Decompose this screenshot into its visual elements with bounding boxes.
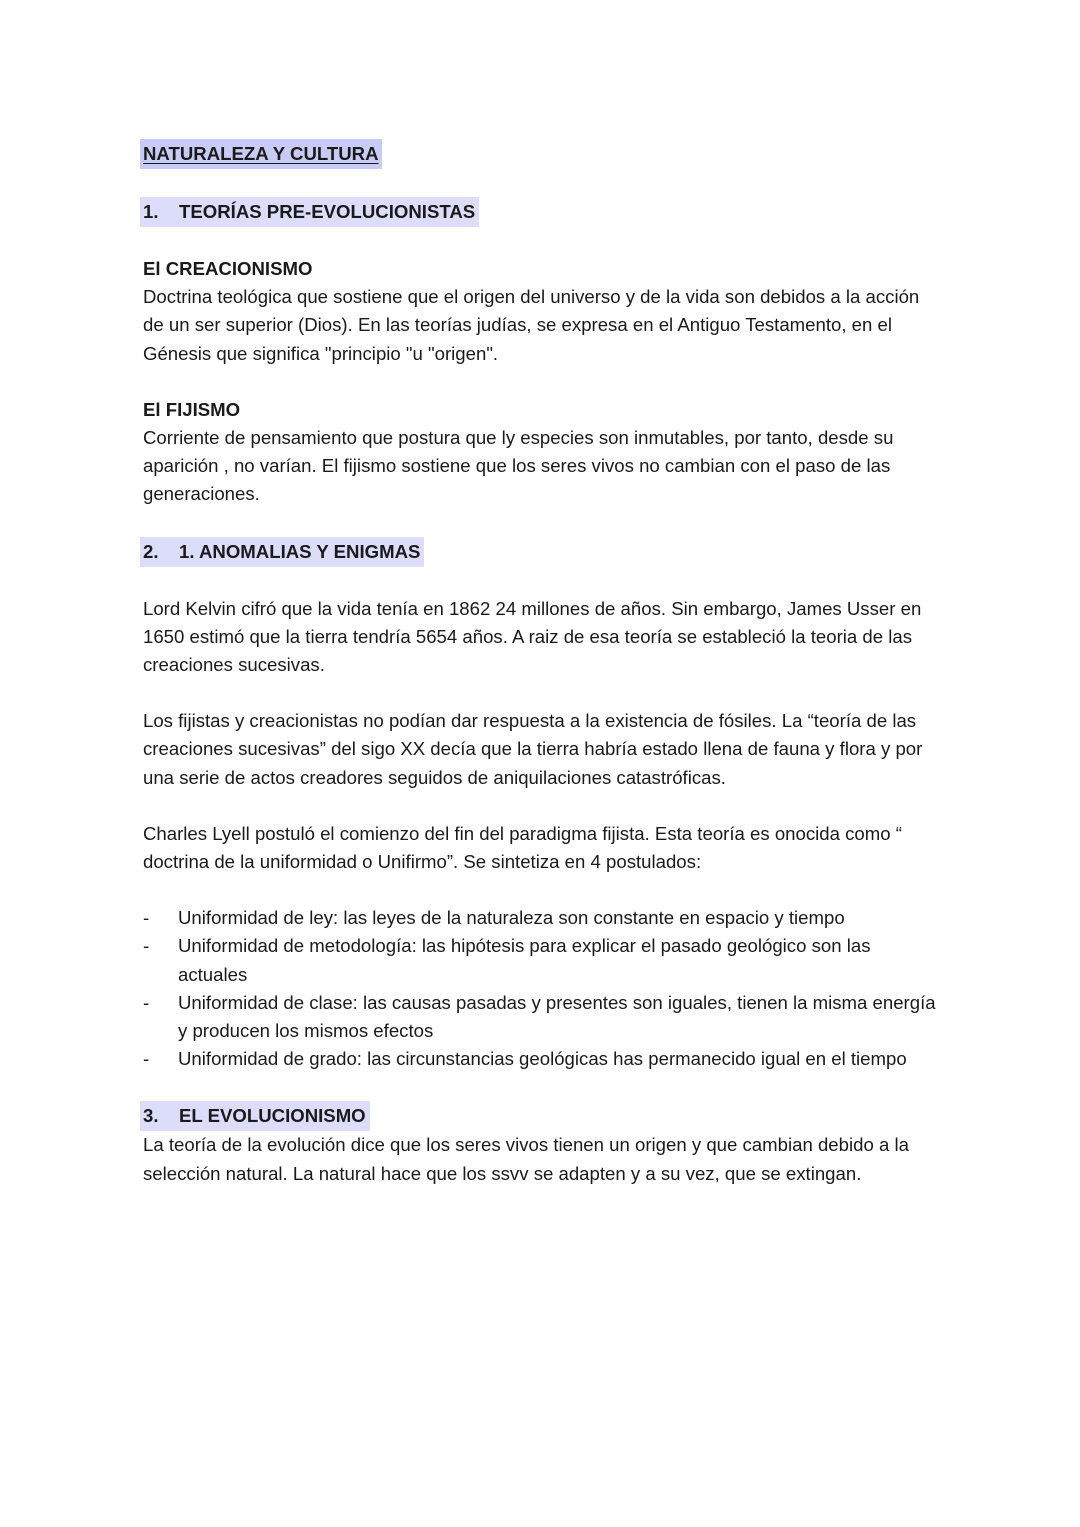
section-1-heading [140, 197, 479, 227]
creacionismo-subheading: El CREACIONISMO [143, 258, 313, 279]
evolucionismo-paragraph: La teoría de la evolución dice que los seres vivos tienen un origen y que cambian debido a la selección natural. La natural hace que los ssvv se adapten y a su vez, que se extingan. [143, 1134, 909, 1184]
list-item [143, 904, 943, 932]
document-title-row [143, 139, 943, 169]
list-item [143, 989, 943, 1045]
list-item-text: Uniformidad de clase: las causas pasadas y presentes son iguales, tienen la misma energía y producen los mismos efectos [178, 991, 936, 1042]
section-3-heading-row [143, 1101, 943, 1131]
lyell-paragraph: Charles Lyell postuló el comienzo del fin del paradigma fijista. Esta teoría es onocida como “ doctrina de la uniformidad o Unifirmo”. Se sintetiza en 4 postulados: [143, 822, 902, 873]
list-item-text: Uniformidad de ley: las leyes de la naturaleza son constante en espacio y tiempo [178, 907, 845, 929]
list-item-text: Uniformidad de metodología: las hipótesis para explicar el pasado geológico son las actuales [178, 935, 871, 985]
bullet-dash: - [143, 907, 150, 929]
list-item [143, 1045, 943, 1073]
section-3-number: 3. [143, 1105, 159, 1127]
list-item-text: Uniformidad de grado: las circunstancias geológicas has permanecido igual en el tiempo [178, 1048, 907, 1070]
section-1-heading-row [143, 197, 943, 227]
section-2-title: 1. ANOMALIAS Y ENIGMAS [179, 540, 421, 562]
fijismo-paragraph: Corriente de pensamiento que postura que ly especies son inmutables, por tanto, desde su aparición , no varían. El fijismo sostiene que los seres vivos no cambian con el paso de las generaciones. [143, 427, 894, 505]
document-title: NATURALEZA Y CULTURA [140, 139, 382, 169]
fijismo-subheading: El FIJISMO [143, 398, 241, 420]
section-2-number: 2. [143, 540, 159, 562]
kelvin-paragraph: Lord Kelvin cifró que la vida tenía en 1862 24 millones de años. Sin embargo, James Usser en 1650 estimó que la tierra tendría 5654 años. A raiz de esa teoría se estableció la teoria de las creaciones sucesivas. [143, 597, 922, 676]
section-2-heading-row [143, 537, 943, 567]
section-1-number: 1. [143, 201, 159, 222]
section-3-heading [140, 1101, 370, 1131]
list-item [143, 932, 943, 988]
document-page [143, 139, 943, 1188]
postulados-list [143, 904, 943, 1073]
bullet-dash: - [143, 1048, 150, 1070]
bullet-dash: - [143, 935, 150, 957]
creacionismo-paragraph: Doctrina teológica que sostiene que el origen del universo y de la vida son debidos a la acción de un ser superior (Dios). En las teorías judías, se expresa en el Antiguo Testamento, en el Génesis que significa "principio "u "origen". [143, 286, 920, 364]
fosiles-paragraph: Los fijistas y creacionistas no podían dar respuesta a la existencia de fósiles. La “teoría de las creaciones sucesivas” del sigo XX decía que la tierra habría estado llena de fauna y flora y por una serie de actos creadores seguidos de aniquilaciones catastróficas. [143, 710, 923, 788]
section-2-heading [140, 537, 424, 567]
section-3-title: EL EVOLUCIONISMO [179, 1105, 366, 1127]
section-1-title: TEORÍAS PRE-EVOLUCIONISTAS [179, 201, 476, 222]
bullet-dash: - [143, 991, 150, 1013]
